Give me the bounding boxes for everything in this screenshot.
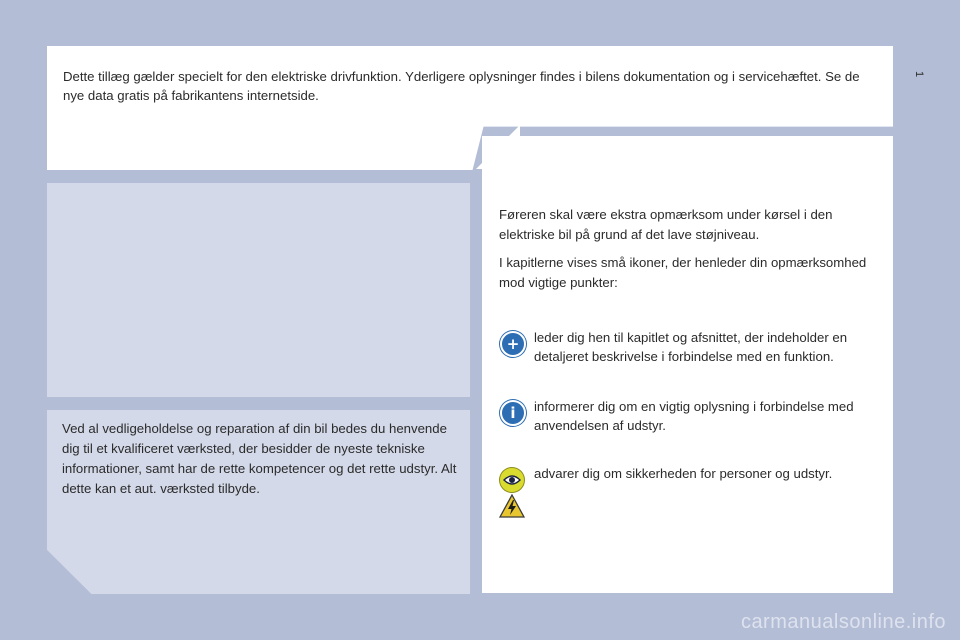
legend-plus-text: leder dig hen til kapitlet og afsnittet, der indeholder en detaljeret beskrivelse i forbindelse med en funktion. <box>534 330 848 364</box>
legend-warning-text: advarer dig om sikkerheden for personer og udstyr. <box>534 466 833 481</box>
right-intro <box>499 205 879 301</box>
plus-glyph: + <box>506 335 520 353</box>
icons-intro: I kapitlerne vises små ikoner, der henleder din opmærksomhed mod vigtige punkter: <box>499 255 867 290</box>
plus-circle-icon <box>500 331 526 357</box>
watermark: carmanualsonline.info <box>740 611 946 633</box>
page-number: 1 <box>913 70 926 78</box>
eye-icon <box>500 468 524 492</box>
driver-notice: Føreren skal være ekstra opmærksom under kørsel i den elektriske bil på grund af det lave støjniveau. <box>499 207 833 242</box>
maintenance-text: Ved al vedligeholdelse og reparation af din bil bedes du henvende dig til et kvalificeret værksted, der besidder de nyeste tekniske informationer, samt har de rette kompetencer og det rette udstyr. Alt dette kan et aut. værksted tilbyde. <box>62 421 457 496</box>
info-glyph: i <box>510 404 516 422</box>
info-circle-icon <box>500 400 526 426</box>
image-placeholder-panel <box>47 183 470 397</box>
intro-text: Dette tillæg gælder specielt for den elektriske drivfunktion. Yderligere oplysninger findes i bilens dokumentation og i servicehæftet. Se de nye data gratis på fabrikantens internetside. <box>63 69 860 103</box>
high-voltage-warning-icon <box>499 494 525 523</box>
legend-info-text: informerer dig om en vigtig oplysning i forbindelse med anvendelsen af udstyr. <box>534 399 854 433</box>
